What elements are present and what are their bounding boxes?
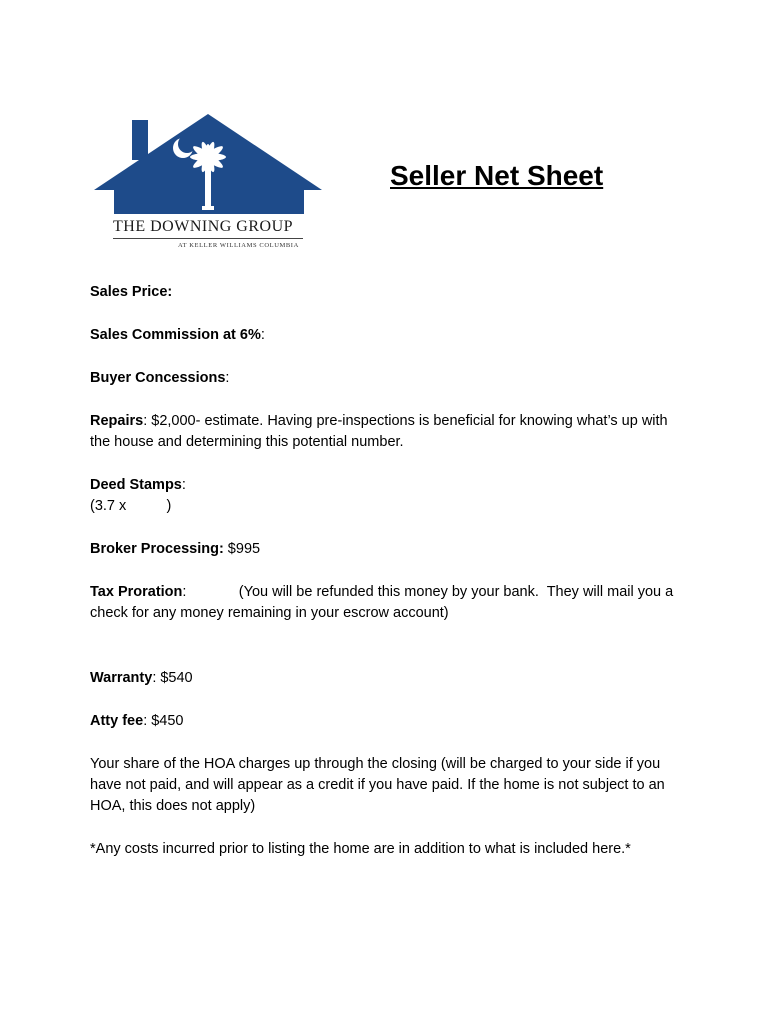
logo-divider <box>113 238 303 239</box>
commission-label: Sales Commission at 6% <box>90 327 261 343</box>
commission-line <box>90 325 680 346</box>
warranty-line <box>90 668 680 689</box>
logo-company-name: THE DOWNING GROUP <box>113 218 294 235</box>
atty-fee-line <box>90 711 680 732</box>
palmetto-house-icon <box>90 112 326 216</box>
broker-text: $995 <box>223 541 261 557</box>
tax-proration-text: : (You will be refunded this money by your bank. They will mail you a check for any money remaining in your escrow account) <box>90 584 678 621</box>
deed-stamps-colon: : <box>181 477 186 493</box>
net-sheet-body <box>90 282 680 882</box>
commission-colon: : <box>260 327 265 343</box>
broker-line <box>90 539 680 560</box>
repairs-label: Repairs <box>90 413 144 429</box>
tax-proration-label: Tax Proration <box>90 584 183 600</box>
warranty-label: Warranty <box>90 670 153 686</box>
warranty-text: : $540 <box>152 670 193 686</box>
sales-price-label: Sales Price: <box>90 284 173 300</box>
broker-label: Broker Processing: <box>90 541 224 557</box>
concessions-colon: : <box>225 370 230 386</box>
deed-stamps-line <box>90 475 680 517</box>
logo-subtitle: AT KELLER WILLIAMS COLUMBIA <box>178 242 299 249</box>
concessions-label: Buyer Concessions <box>90 370 226 386</box>
company-logo <box>90 112 326 252</box>
sales-price-line <box>90 282 680 303</box>
hoa-paragraph: Your share of the HOA charges up through the closing (will be charged to your side if you have not paid, and will appear as a credit if you have paid. If the home is not subject to an HOA, this does not apply) <box>90 756 665 814</box>
tax-proration-line <box>90 582 680 624</box>
repairs-line <box>90 411 680 453</box>
repairs-text: : $2,000- estimate. Having pre-inspections is beneficial for knowing what’s up with the house and determining this potential number. <box>90 413 668 450</box>
deed-stamps-label: Deed Stamps <box>90 477 182 493</box>
deed-stamps-formula: (3.7 x ) <box>90 498 172 514</box>
page-title: Seller Net Sheet <box>390 160 604 191</box>
concessions-line <box>90 368 680 389</box>
disclaimer-note: *Any costs incurred prior to listing the home are in addition to what is included here.* <box>90 841 631 857</box>
atty-fee-text: : $450 <box>143 713 184 729</box>
atty-fee-label: Atty fee <box>90 713 144 729</box>
